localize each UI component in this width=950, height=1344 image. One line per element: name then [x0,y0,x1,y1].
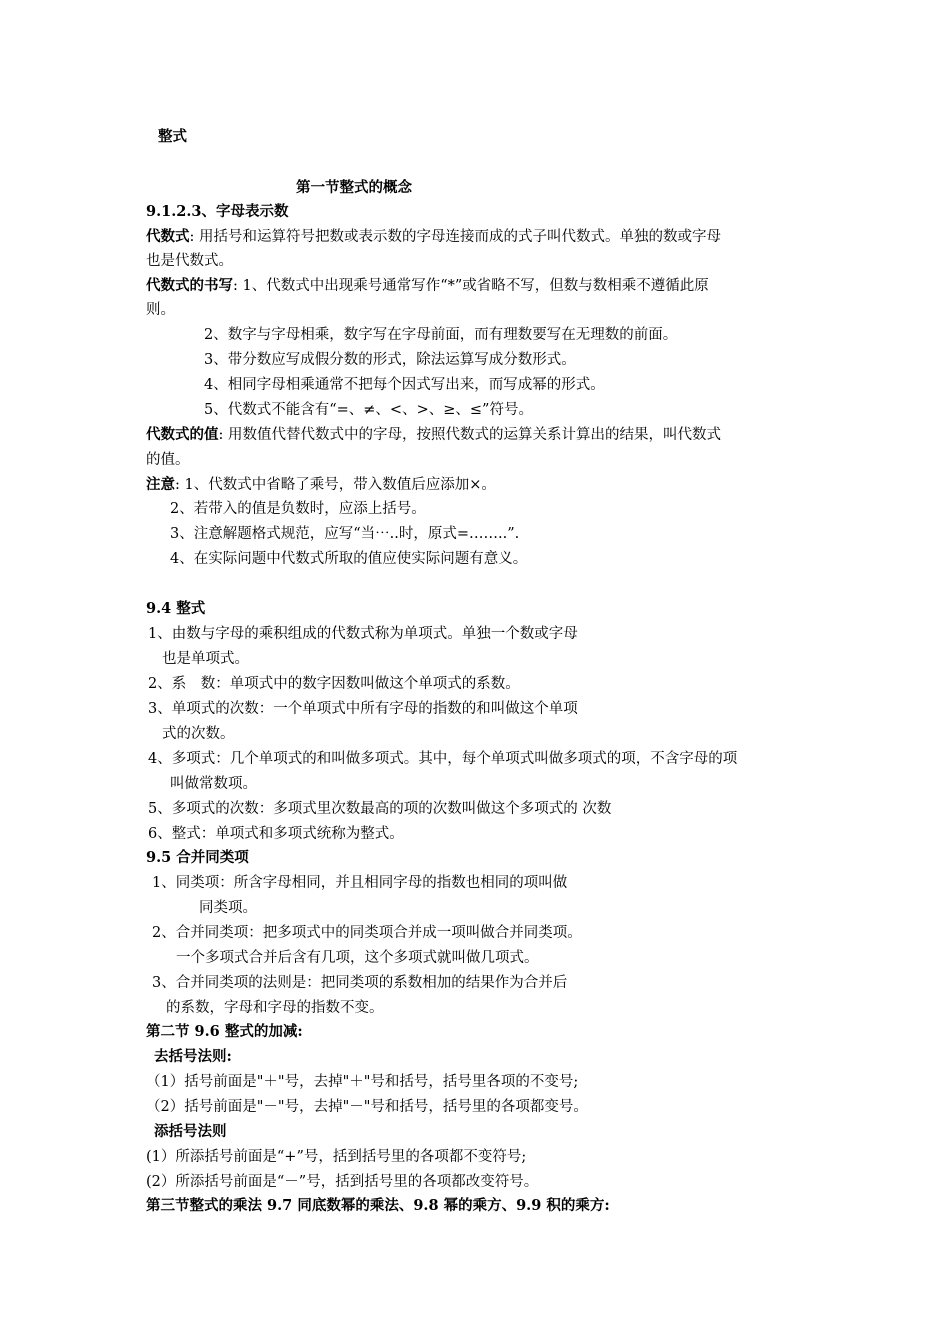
writing-text: : 1、代数式中出现乘号通常写作“*”或省略不写，但数与数相乘不遵循此原 [233,278,709,294]
note-item-2: 2、若带入的值是负数时，应添上括号。 [170,501,426,517]
heading-9-4: 9.4 整式 [146,600,206,617]
zhengshi-item-4: 4、多项式：几个单项式的和叫做多项式。其中，每个单项式叫做多项式的项，不含字母的项 [148,751,738,767]
zhengshi-item-1: 1、由数与字母的乘积组成的代数式称为单项式。单独一个数或字母 [148,626,578,642]
remove-brackets-rule-1: （1）括号前面是"＋"号，去掉"＋"号和括号，括号里各项的不变号; [146,1074,579,1090]
zhengshi-item-1-cont: 也是单项式。 [162,651,249,667]
note-label: 注意 [146,476,175,493]
zhengshi-item-4-cont: 叫做常数项。 [170,776,257,792]
writing-item-5: 5、代数式不能含有“=、≠、<、>、≥、≤”符号。 [204,402,533,418]
note-text: : 1、代数式中省略了乘号，带入数值后应添加×。 [175,477,496,493]
tongleixiang-item-2: 2、合并同类项：把多项式中的同类项合并成一项叫做合并同类项。 [152,925,582,941]
section-3-heading: 第三节整式的乘法 9.7 同底数幂的乘法、9.8 幂的乘方、9.9 积的乘方: [146,1197,610,1214]
writing-item-4: 4、相同字母相乘通常不把每个因式写出来，而写成幂的形式。 [204,377,605,393]
tongleixiang-item-3-cont: 的系数，字母和字母的指数不变。 [166,1000,384,1016]
tongleixiang-item-2-cont: 一个多项式合并后含有几项，这个多项式就叫做几项式。 [176,950,539,966]
note-item-3: 3、注意解题格式规范，应写“当⋯..时，原式=……..”. [170,526,520,542]
zhengshi-item-3-cont: 式的次数。 [162,726,235,742]
section-1-heading: 第一节整式的概念 [296,179,412,196]
remove-brackets-title: 去括号法则: [154,1048,232,1065]
section-2-heading: 第二节 9.6 整式的加减: [146,1023,303,1040]
tongleixiang-item-1: 1、同类项：所含字母相同，并且相同字母的指数也相同的项叫做 [152,875,568,891]
add-brackets-rule-1: (1）所添括号前面是“+”号，括到括号里的各项都不变符号; [146,1149,527,1165]
heading-9-5: 9.5 合并同类项 [146,849,249,866]
writing-item-2: 2、数字与字母相乘，数字写在字母前面，而有理数要写在无理数的前面。 [204,327,678,343]
tongleixiang-item-3: 3、合并同类项的法则是：把同类项的系数相加的结果作为合并后 [152,975,568,991]
remove-brackets-rule-2: （2）括号前面是"－"号，去掉"－"号和括号，括号里的各项都变号。 [146,1099,588,1115]
value-text: : 用数值代替代数式中的字母，按照代数式的运算关系计算出的结果，叫代数式 [218,427,721,443]
zhengshi-item-5: 5、多项式的次数：多项式里次数最高的项的次数叫做这个多项式的 次数 [148,801,612,817]
zhengshi-item-3: 3、单项式的次数：一个单项式中所有字母的指数的和叫做这个单项 [148,701,578,717]
value-line-2: 的值。 [146,452,190,468]
tongleixiang-item-1-cont: 同类项。 [199,900,257,916]
doc-title: 整式 [158,128,187,145]
add-brackets-rule-2: (2）所添括号前面是“－”号，括到括号里的各项都改变符号。 [146,1174,539,1190]
value-line [146,425,826,445]
definition-text: : 用括号和运算符号把数或表示数的字母连接而成的式子叫代数式。单独的数或字母 [189,229,721,245]
definition-line-2: 也是代数式。 [146,253,233,269]
add-brackets-title: 添括号法则 [154,1123,227,1140]
writing-line-2: 则。 [146,302,175,318]
heading-9-1-2-3: 9.1.2.3、字母表示数 [146,203,289,220]
zhengshi-item-6: 6、整式：单项式和多项式统称为整式。 [148,826,404,842]
writing-label: 代数式的书写 [146,277,233,294]
zhengshi-item-2: 2、系 数：单项式中的数字因数叫做这个单项式的系数。 [148,676,520,692]
writing-item-3: 3、带分数应写成假分数的形式，除法运算写成分数形式。 [204,352,576,368]
value-label: 代数式的值 [146,426,219,443]
writing-line [146,276,826,296]
definition-label: 代数式 [146,228,190,245]
note-item-4: 4、在实际问题中代数式所取的值应使实际问题有意义。 [170,551,528,567]
definition-line [146,227,826,247]
note-line [146,475,826,495]
